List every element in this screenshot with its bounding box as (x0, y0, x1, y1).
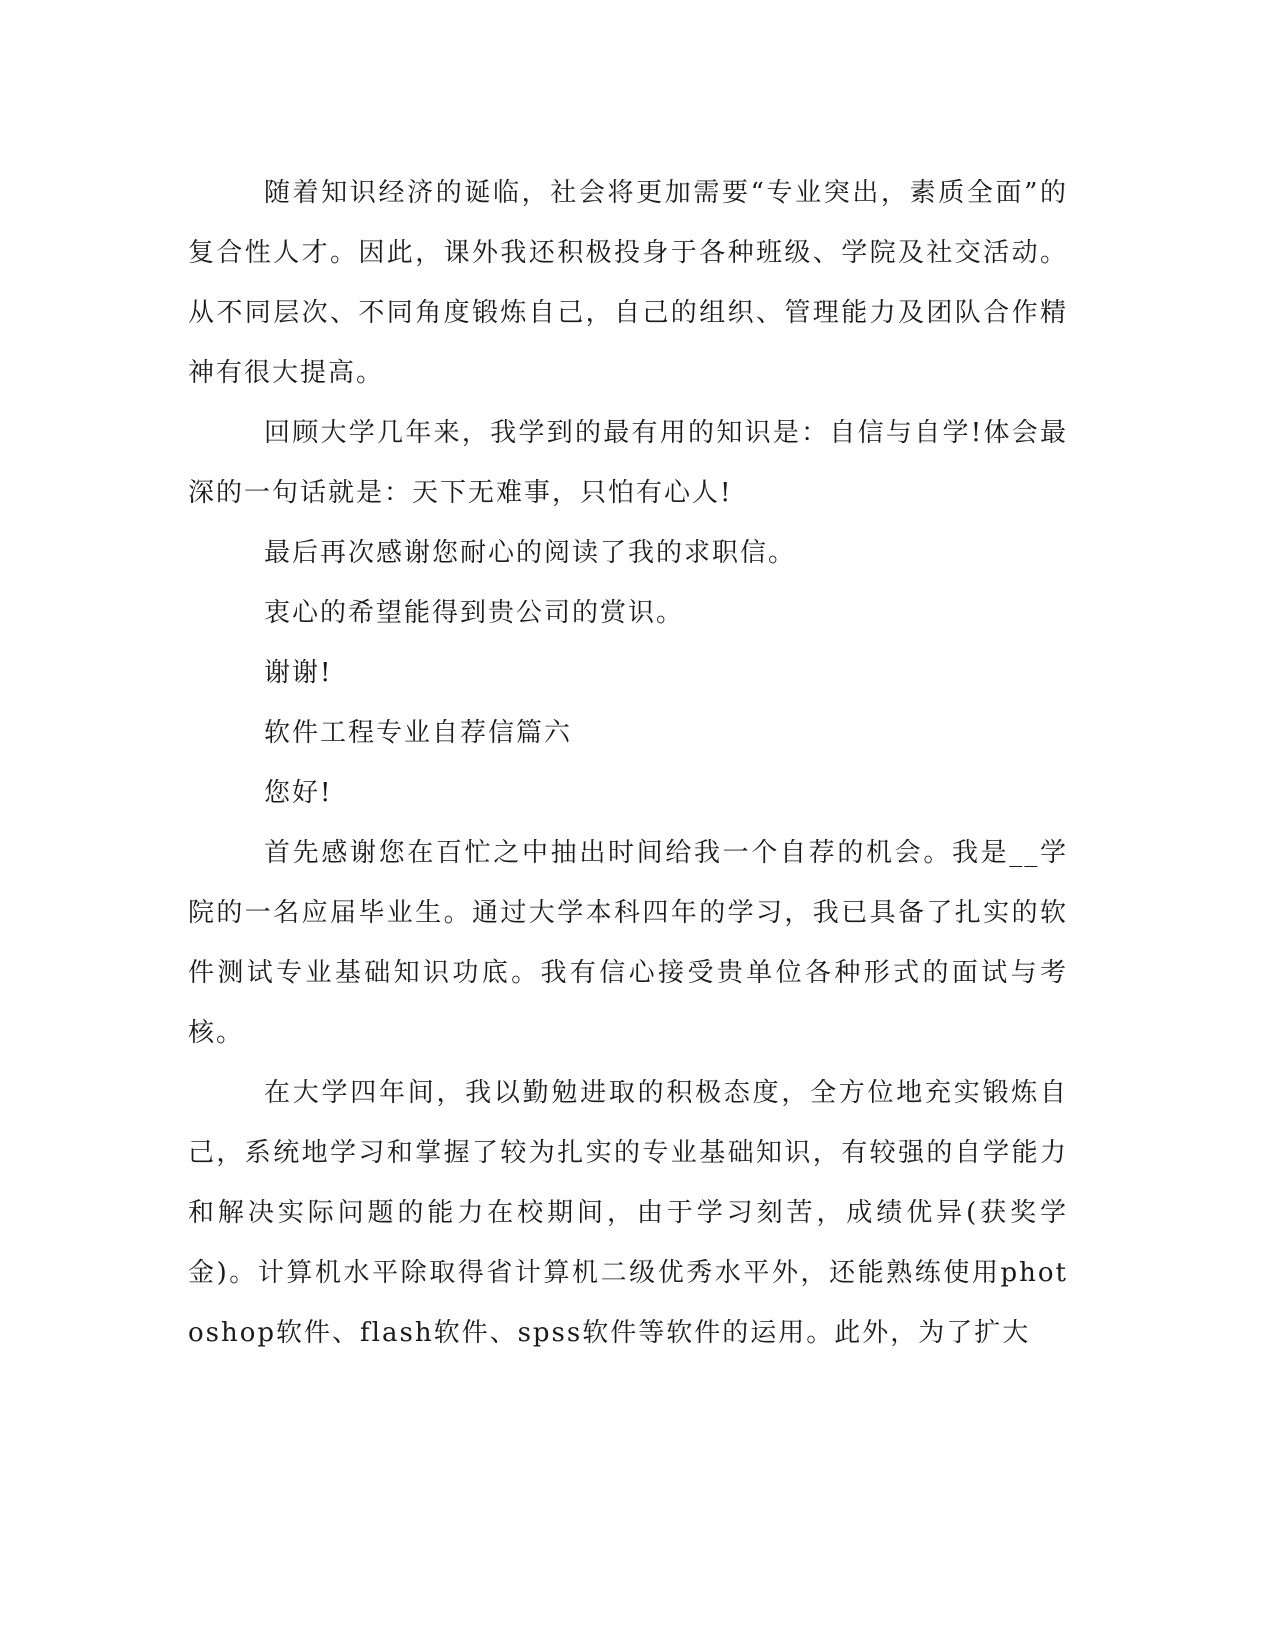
paragraph-university: 在大学四年间，我以勤勉进取的积极态度，全方位地充实锻炼自己，系统地学习和掌握了较为扎实的专业基础知识，有较强的自学能力和解决实际问题的能力在校期间，由于学习刻苦，成绩优异(获奖学金)。计算机水平除取得省计算机二级优秀水平外，还能熟练使用photoshop软件、flash软件、spss软件等软件的运用。此外，为了扩大 (188, 1078, 1068, 1348)
paragraph-hope: 衷心的希望能得到贵公司的赏识。 (264, 598, 685, 628)
paragraph-review: 回顾大学几年来，我学到的最有用的知识是：自信与自学!体会最深的一句话就是：天下无难事，只怕有心人! (188, 418, 1068, 508)
paragraph-thank-you: 谢谢! (264, 658, 333, 688)
paragraph-intro: 首先感谢您在百忙之中抽出时间给我一个自荐的机会。我是__学院的一名应届毕业生。通过大学本科四年的学习，我已具备了扎实的软件测试专业基础知识功底。我有信心接受贵单位各种形式的面试与考核。 (188, 838, 1068, 1048)
section-heading: 软件工程专业自荐信篇六 (264, 718, 573, 748)
paragraph-greeting: 您好! (264, 778, 333, 808)
document-body (188, 163, 1068, 1363)
paragraph-thanks-reading: 最后再次感谢您耐心的阅读了我的求职信。 (264, 538, 797, 568)
paragraph-talent: 随着知识经济的诞临，社会将更加需要“专业突出，素质全面”的复合性人才。因此，课外我还积极投身于各种班级、学院及社交活动。从不同层次、不同角度锻炼自己，自己的组织、管理能力及团队合作精神有很大提高。 (188, 178, 1068, 388)
